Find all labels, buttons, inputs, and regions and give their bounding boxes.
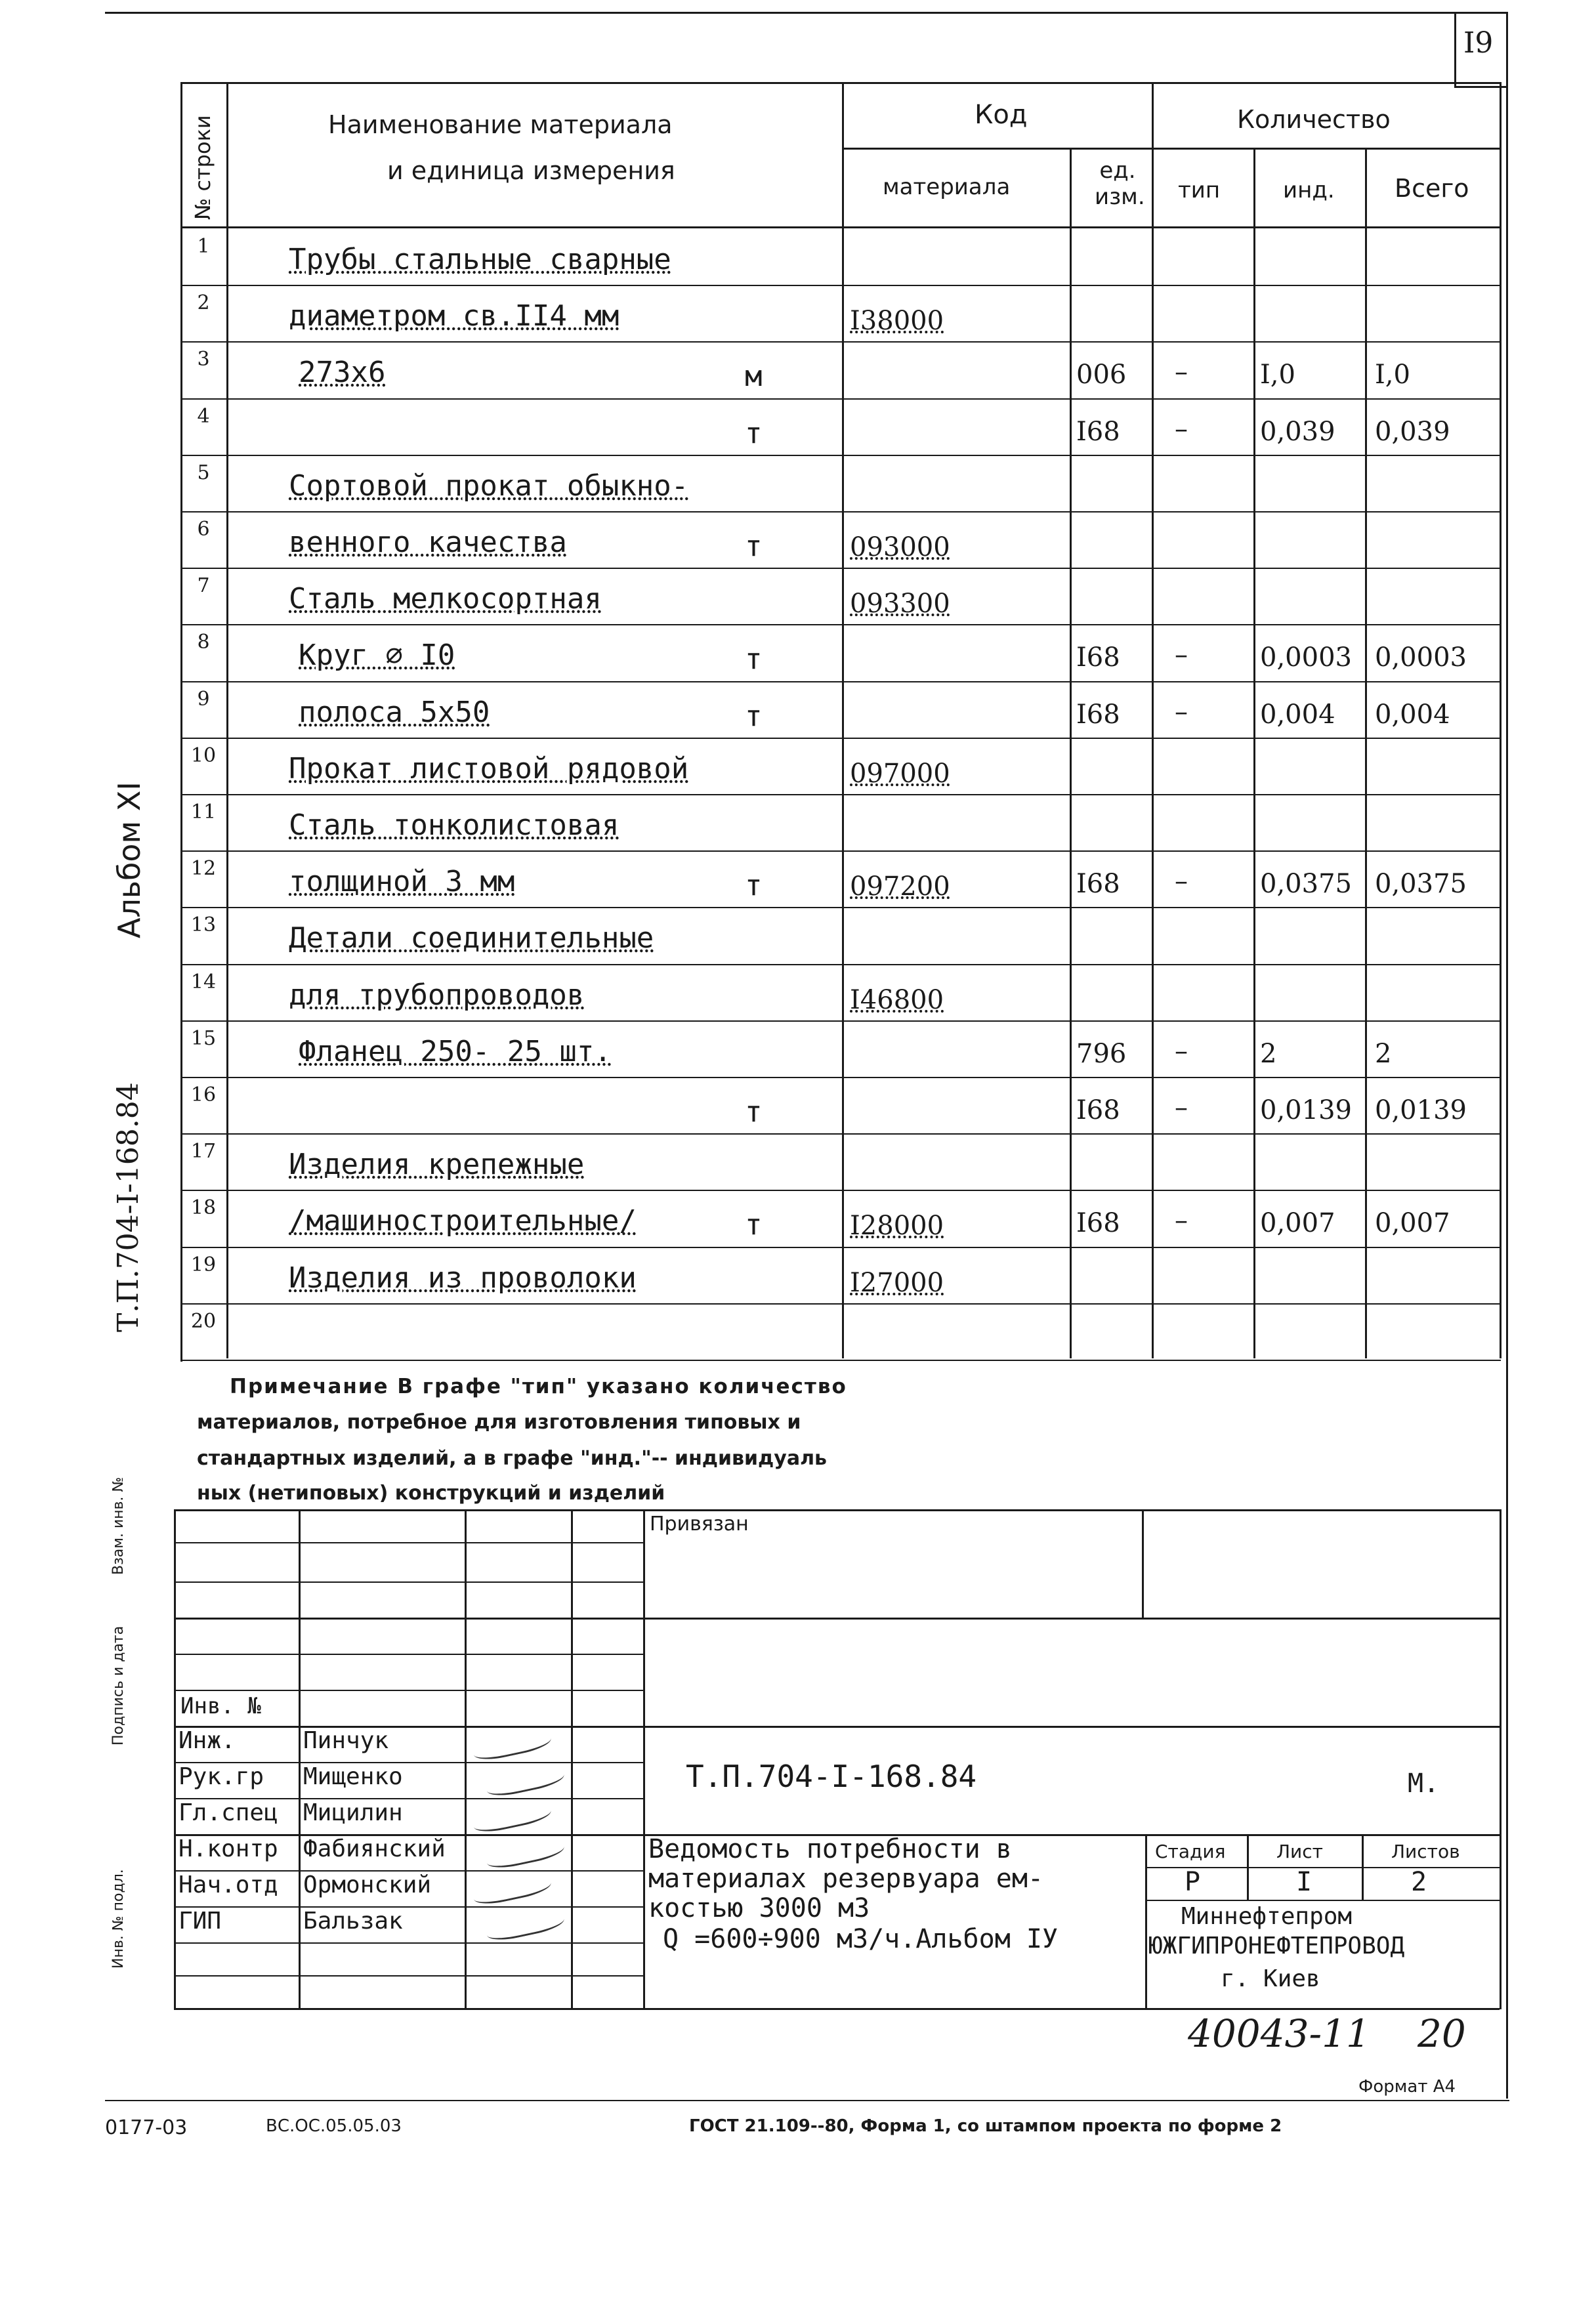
margin-stamp-label-1: Инв. № подл. bbox=[110, 1869, 127, 1969]
row-unit-code: I68 bbox=[1076, 869, 1120, 899]
doc-title-1: Ведомость потребности в bbox=[648, 1834, 1012, 1864]
row-ind: 0,0375 bbox=[1260, 869, 1352, 899]
row-name: Круг ∅ I0 bbox=[299, 638, 455, 672]
stamp-role: Нач.отд bbox=[178, 1872, 278, 1898]
signature-mark bbox=[484, 1762, 566, 1799]
row-name: Изделия крепежные bbox=[289, 1148, 585, 1181]
row-ind: 2 bbox=[1260, 1039, 1277, 1069]
page-number-box-bottom bbox=[1454, 86, 1507, 88]
row-ind: I,0 bbox=[1260, 360, 1295, 390]
header-subdivider bbox=[842, 148, 1501, 150]
row-name: для трубопроводов bbox=[289, 978, 585, 1012]
stamp-name: Мицилин bbox=[303, 1799, 403, 1826]
header-rows: № строки bbox=[190, 115, 215, 220]
doc-title-4: Q =600÷900 м3/ч.Альбом IУ bbox=[663, 1924, 1059, 1954]
row-number: 8 bbox=[197, 631, 210, 654]
col-divider-name bbox=[842, 82, 844, 1358]
doc-title-3: костью 3000 м3 bbox=[648, 1893, 870, 1923]
stamp-name: Ормонский bbox=[303, 1872, 432, 1898]
row-name: полоса 5x50 bbox=[299, 696, 490, 729]
inv-label: Инв. № bbox=[180, 1693, 261, 1719]
row-divider bbox=[180, 1360, 1501, 1361]
stamp-col-3 bbox=[571, 1509, 573, 2008]
row-name: Фланец 250- 25 шт. bbox=[299, 1035, 612, 1068]
stamp-privyazan-divider bbox=[1142, 1509, 1144, 1618]
row-divider bbox=[180, 794, 1501, 795]
row-name: Сталь мелкосортная bbox=[289, 582, 602, 616]
table-right-border bbox=[1500, 82, 1502, 1358]
stamp-name: Фабиянский bbox=[303, 1835, 446, 1862]
header-qty-total: Всего bbox=[1395, 174, 1469, 203]
stamp-row-line-1 bbox=[174, 1542, 643, 1543]
row-ind: 0,004 bbox=[1260, 700, 1335, 730]
row-unit-code: I68 bbox=[1076, 1208, 1120, 1238]
row-material-code: I38000 bbox=[850, 306, 944, 336]
row-divider bbox=[180, 1303, 1501, 1305]
row-unit-code: I68 bbox=[1076, 417, 1120, 447]
row-divider bbox=[180, 1020, 1501, 1022]
row-unit-code: 006 bbox=[1076, 360, 1127, 390]
stamp-role: Н.контр bbox=[178, 1835, 278, 1862]
col-divider-unit bbox=[1152, 82, 1154, 1358]
row-material-code: 097000 bbox=[850, 759, 950, 789]
stamp-top bbox=[174, 1509, 1500, 1511]
row-number: 2 bbox=[197, 291, 210, 314]
row-name: Изделия из проволоки bbox=[289, 1261, 637, 1295]
stamp-role: Инж. bbox=[178, 1727, 236, 1754]
row-number: 14 bbox=[190, 971, 217, 994]
row-ind: 0,0003 bbox=[1260, 642, 1352, 673]
signature-mark bbox=[471, 1870, 553, 1908]
note-line-4: ных (нетиповых) конструкций и изделий bbox=[197, 1482, 665, 1505]
row-divider bbox=[180, 398, 1501, 400]
row-divider bbox=[180, 1247, 1501, 1248]
stamp-row-line-3 bbox=[174, 1618, 1500, 1620]
footer-left-code: 0177-03 bbox=[105, 2116, 188, 2139]
handwritten-page: 20 bbox=[1418, 2011, 1466, 2056]
row-total: 0,0375 bbox=[1375, 869, 1467, 899]
sheets-value: 2 bbox=[1411, 1867, 1427, 1897]
row-total: 0,004 bbox=[1375, 700, 1450, 730]
footer-line bbox=[105, 2100, 1509, 2101]
sheet-value: I bbox=[1296, 1867, 1312, 1897]
row-number: 18 bbox=[190, 1196, 217, 1219]
sheet-label: Лист bbox=[1276, 1841, 1323, 1862]
signature-mark bbox=[471, 1798, 553, 1835]
stamp-stage-line-2 bbox=[1145, 1900, 1500, 1901]
m-mark: М. bbox=[1408, 1768, 1440, 1799]
row-number: 20 bbox=[190, 1310, 217, 1333]
row-name: /машиностроительные/ bbox=[289, 1204, 637, 1238]
org-1: Миннефтепром bbox=[1181, 1903, 1353, 1930]
footer-format: Формат А4 bbox=[1358, 2077, 1456, 2097]
table-left-border bbox=[180, 82, 182, 1362]
row-number: 17 bbox=[190, 1140, 217, 1163]
row-type: – bbox=[1175, 1205, 1188, 1236]
row-number: 16 bbox=[190, 1083, 217, 1106]
row-number: 12 bbox=[190, 857, 217, 880]
stamp-left bbox=[174, 1509, 176, 2009]
row-divider bbox=[180, 1077, 1501, 1078]
stamp-sheet-divider bbox=[1247, 1834, 1249, 1900]
row-name: Детали соединительные bbox=[289, 921, 654, 955]
stamp-row-line-11 bbox=[174, 1906, 643, 1908]
frame-top bbox=[105, 12, 1506, 14]
row-total: I,0 bbox=[1375, 360, 1410, 390]
stamp-name: Бальзак bbox=[303, 1908, 403, 1935]
row-number: 6 bbox=[197, 518, 210, 541]
doc-title-2: материалах резервуара ем- bbox=[648, 1864, 1044, 1894]
stamp-role: ГИП bbox=[178, 1908, 222, 1935]
signature-mark bbox=[471, 1726, 553, 1763]
row-type: – bbox=[1175, 640, 1188, 670]
row-total: 2 bbox=[1375, 1039, 1392, 1069]
row-material-code: 097200 bbox=[850, 871, 950, 902]
row-unit: м bbox=[745, 360, 763, 393]
col-divider-rows bbox=[226, 82, 228, 1358]
stamp-row-line-4 bbox=[174, 1654, 643, 1655]
row-material-code: 093000 bbox=[850, 532, 950, 562]
row-material-code: I27000 bbox=[850, 1268, 944, 1298]
stamp-row-line-2 bbox=[174, 1581, 643, 1583]
row-ind: 0,007 bbox=[1260, 1208, 1335, 1238]
doc-code: Т.П.704-I-168.84 bbox=[686, 1759, 977, 1794]
stamp-col-1 bbox=[299, 1509, 301, 2008]
row-divider bbox=[180, 455, 1501, 456]
row-unit: т bbox=[745, 700, 763, 733]
row-unit: т bbox=[745, 869, 763, 902]
handwritten-number: 40043-11 bbox=[1188, 2011, 1370, 2056]
footer-mid-code: ВС.ОС.05.05.03 bbox=[266, 2116, 402, 2136]
row-total: 0,0139 bbox=[1375, 1095, 1467, 1125]
stamp-bottom bbox=[174, 2008, 1500, 2010]
row-divider bbox=[180, 738, 1501, 739]
page-number-box-left bbox=[1454, 12, 1456, 87]
row-divider bbox=[180, 511, 1501, 513]
footer-gost: ГОСТ 21.109--80, Форма 1, со штампом проекта по форме 2 bbox=[689, 2116, 1282, 2136]
row-type: – bbox=[1175, 866, 1188, 896]
row-divider bbox=[180, 568, 1501, 569]
stamp-col-4 bbox=[643, 1509, 645, 2008]
header-name-1: Наименование материала bbox=[328, 110, 673, 139]
stage-label: Стадия bbox=[1155, 1841, 1226, 1862]
row-unit-code: I68 bbox=[1076, 1095, 1120, 1125]
col-divider-code bbox=[1070, 148, 1072, 1358]
sheets-label: Листов bbox=[1391, 1841, 1460, 1862]
row-unit-code: 796 bbox=[1076, 1039, 1127, 1069]
frame-right bbox=[1506, 12, 1508, 2099]
org-2: ЮЖГИПРОНЕФТЕПРОВОД bbox=[1148, 1933, 1405, 1959]
header-name-2: и единица измерения bbox=[387, 156, 675, 185]
header-qty-type: тип bbox=[1178, 177, 1221, 203]
row-unit: т bbox=[745, 1095, 763, 1129]
row-number: 4 bbox=[197, 405, 210, 428]
stamp-row-line-12 bbox=[174, 1942, 643, 1944]
stamp-role: Рук.гр bbox=[178, 1763, 264, 1790]
stamp-right bbox=[1500, 1509, 1502, 2009]
row-name: венного качества bbox=[289, 526, 567, 559]
row-divider bbox=[180, 907, 1501, 908]
margin-code: Т.П.704-I-168.84 bbox=[112, 1082, 145, 1332]
row-type: – bbox=[1175, 414, 1188, 444]
row-number: 19 bbox=[190, 1253, 217, 1276]
row-unit: т bbox=[745, 530, 763, 563]
row-number: 10 bbox=[190, 744, 217, 767]
row-divider bbox=[180, 681, 1501, 682]
row-number: 15 bbox=[190, 1027, 217, 1050]
row-unit-code: I68 bbox=[1076, 700, 1120, 730]
row-ind: 0,039 bbox=[1260, 417, 1335, 447]
row-number: 9 bbox=[197, 688, 210, 711]
signature-mark bbox=[484, 1906, 566, 1944]
row-type: – bbox=[1175, 1036, 1188, 1066]
row-ind: 0,0139 bbox=[1260, 1095, 1352, 1125]
row-type: – bbox=[1175, 1093, 1188, 1123]
col-divider-type bbox=[1253, 148, 1255, 1358]
row-total: 0,0003 bbox=[1375, 642, 1467, 673]
stamp-name: Пинчук bbox=[303, 1727, 389, 1754]
col-divider-ind bbox=[1365, 148, 1367, 1358]
row-number: 5 bbox=[197, 461, 210, 484]
row-unit: т bbox=[745, 417, 763, 450]
stamp-col-2 bbox=[465, 1509, 467, 2008]
row-number: 13 bbox=[190, 913, 217, 936]
header-qty-ind: инд. bbox=[1283, 177, 1335, 203]
row-name: Трубы стальные сварные bbox=[289, 243, 671, 276]
org-3: г. Киев bbox=[1221, 1965, 1320, 1992]
row-total: 0,007 bbox=[1375, 1208, 1450, 1238]
row-unit: т bbox=[745, 642, 763, 676]
privyazan-label: Привязан bbox=[650, 1513, 749, 1536]
page-number: I9 bbox=[1463, 26, 1494, 60]
row-unit: т bbox=[745, 1208, 763, 1242]
stamp-stage-divider bbox=[1145, 1834, 1147, 2008]
stamp-name: Мищенко bbox=[303, 1763, 403, 1790]
row-name: диаметром св.II4 мм bbox=[289, 299, 620, 333]
signature-mark bbox=[484, 1834, 566, 1872]
row-number: 1 bbox=[197, 235, 210, 258]
row-name: Сортовой прокат обыкно- bbox=[289, 469, 689, 503]
note-line-1: Примечание В графе "тип" указано количество bbox=[230, 1375, 847, 1398]
row-name: Прокат листовой рядовой bbox=[289, 752, 689, 785]
row-name: Сталь тонколистовая bbox=[289, 808, 620, 842]
row-divider bbox=[180, 341, 1501, 343]
header-code-material: материала bbox=[883, 174, 1011, 200]
margin-stamp-label-2: Подпись и дата bbox=[110, 1625, 127, 1746]
row-total: 0,039 bbox=[1375, 417, 1450, 447]
row-type: – bbox=[1175, 697, 1188, 727]
stamp-role: Гл.спец bbox=[178, 1799, 278, 1826]
row-divider bbox=[180, 1133, 1501, 1135]
header-qty: Количество bbox=[1237, 105, 1391, 134]
header-code-unit: ед. изм. bbox=[1095, 157, 1145, 210]
row-divider bbox=[180, 285, 1501, 286]
row-material-code: 093300 bbox=[850, 589, 950, 619]
row-divider bbox=[180, 964, 1501, 965]
row-name: 273x6 bbox=[299, 356, 386, 389]
row-number: 3 bbox=[197, 348, 210, 371]
row-unit-code: I68 bbox=[1076, 642, 1120, 673]
margin-album: Альбом XI bbox=[112, 782, 147, 938]
note-line-2: материалов, потребное для изготовления типовых и bbox=[197, 1411, 801, 1434]
row-material-code: I46800 bbox=[850, 985, 944, 1015]
stamp-row-line-5 bbox=[174, 1690, 643, 1691]
row-divider bbox=[180, 624, 1501, 625]
note-line-3: стандартных изделий, а в графе "инд."-- индивидуаль bbox=[197, 1447, 828, 1470]
header-bottom-border bbox=[180, 226, 1501, 228]
header-code: Код bbox=[975, 100, 1028, 130]
row-type: – bbox=[1175, 357, 1188, 387]
stage-value: Р bbox=[1185, 1867, 1201, 1897]
row-number: 11 bbox=[190, 801, 217, 824]
table-top-border bbox=[180, 82, 1501, 84]
row-divider bbox=[180, 850, 1501, 852]
stamp-sheets-divider bbox=[1362, 1834, 1364, 1900]
row-name: толщиной 3 мм bbox=[289, 865, 515, 898]
row-divider bbox=[180, 1190, 1501, 1191]
row-number: 7 bbox=[197, 574, 210, 597]
margin-stamp-label-3: Взам. инв. № bbox=[110, 1476, 127, 1575]
row-material-code: I28000 bbox=[850, 1211, 944, 1241]
stamp-row-line-13 bbox=[174, 1975, 643, 1977]
